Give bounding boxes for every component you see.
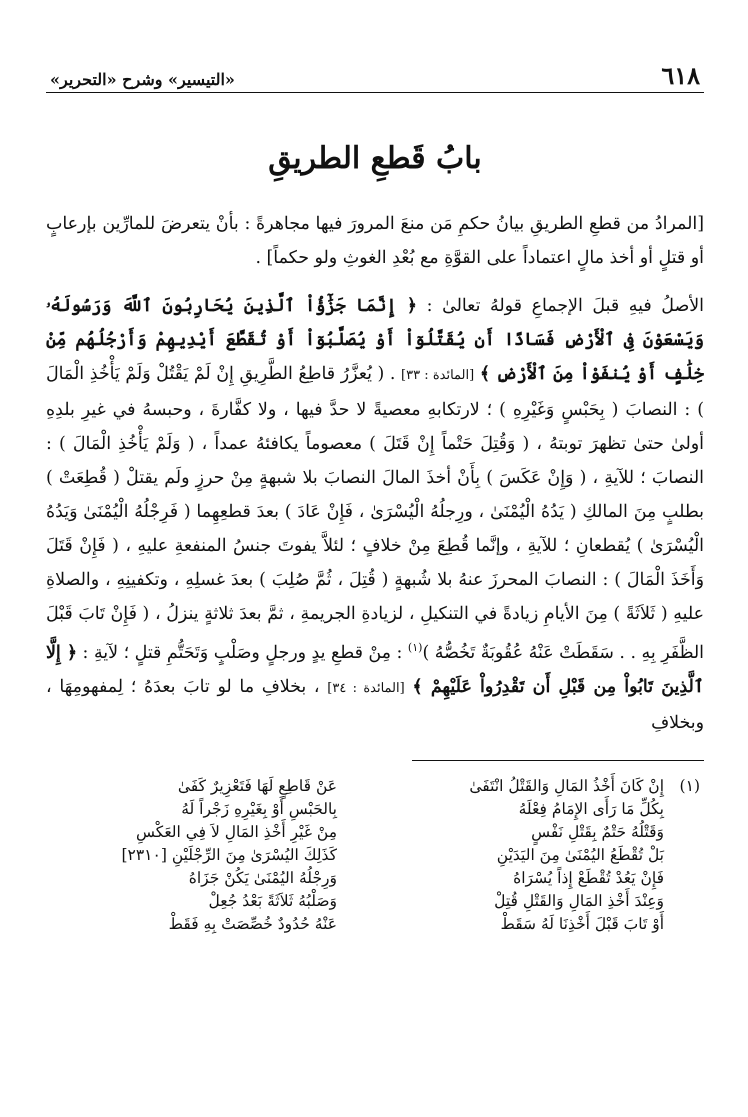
verse-reference: [المائدة : ٣٤] [327, 680, 405, 696]
verse-first-hemistich: بِكُلِّ مَا رَأَى الإِمَامُ فِعْلَهُ [518, 799, 664, 818]
verse-first-hemistich: فَإِنْ يَعُدْ تُقْطَعْ إِذاً يُسْرَاهُ [513, 868, 664, 887]
verse-first-hemistich: إِنْ كَانَ أَخْذُ المَالِ وَالقَتْلُ انْتَفَىٰ [469, 776, 664, 795]
text-segment: ، بخلافِ ما لو تابَ بعدَهُ ؛ لِمفهومِهَا ، وبخلافِ [46, 676, 704, 733]
verse-second-hemistich: مِنْ غَيْرِ أَخْذِ المَالِ لاَ فِي العَكْسِ [136, 822, 337, 841]
footnote [46, 775, 704, 936]
verse-first-hemistich: أَوْ تَابَ قَبْلَ أَخْذِنَا لَهُ سَقَطْ [500, 914, 664, 933]
book-page [46, 48, 704, 936]
definition-paragraph: [المرادُ من قطعِ الطريقِ بيانُ حكمِ مَن منعَ المرورَ فيها مجاهرةً : بأنْ يتعرضَ للمارِّين بإرعابٍ أو قتلٍ أو أخذ مالٍ اعتماداً على القوَّةِ مع بُعْدِ الغوثِ ولو حكماً] . [46, 214, 704, 268]
verse-first-hemistich: وَعِنْدَ أَخْذِ المَالِ وَالقَتْلِ قُتِلْ [494, 891, 664, 910]
footnote-poem [54, 775, 664, 936]
verse-second-hemistich: عَنْهُ حُدُودٌ خُصِّصَتْ بِهِ فَقَطْ [168, 914, 337, 933]
quran-verse-repentance: ﴿ إِلَّا ٱلَّذِينَ تَابُواْ مِن قَبْلِ أَن تَقْدِرُواْ عَلَيْهِمْ ﴾ [46, 642, 704, 697]
running-title: «التيسير» وشرح «التحرير» [50, 70, 235, 89]
footnote-divider [412, 760, 704, 761]
verse-reference: [المائدة : ٣٣] [401, 368, 475, 383]
verse-first-hemistich: وَقَتْلُهُ حَتْمٌ بِقَتْلِ نَفْسٍ [531, 822, 664, 841]
page-number: ٦١٨ [661, 61, 700, 90]
footnote-number: (١) [679, 776, 700, 795]
verse-second-hemistich: كَذَلِكَ اليُسْرَىٰ مِنَ الرِّجْلَيْنِ [٢٣١٠] [121, 845, 337, 864]
verse-second-hemistich: بِالحَبْسِ أَوْ بِغَيْرِهِ زَجْراً لَهُ [181, 799, 337, 818]
text-segment: . ( يُعزَّرُ قاطِعُ الطَّرِيقِ إِنْ لَمْ يَقْتُلْ وَلَمْ يَأْخُذِ الْمَالَ ) : النصابَ ( بِحَبْسٍ وَغَيْرِهِ ) ؛ لارتكابهِ معصيةً لا حدَّ فيها ، ولا كفَّارةَ ، وحبسهُ في غيرِ بلدِهِ أولىٰ حتىٰ تظهرَ توبتهُ ، ( وَقُتِلَ حَتْماً إِنْ قَتَلَ ) معصوماً يكافئهُ عمداً ، ( وَلَمْ يَأْخُذِ الْمَالَ ) : النصابَ ؛ للآيةِ ، ( وَإِنْ عَكَسَ ) بِأَنْ أخذَ المالَ النصابَ بلا شبهةٍ مِنْ حرزٍ ولَم يقتلْ ( قُطِعَتْ ) بطلبٍ مِنَ المالكِ ( يَدُهُ الْيُمْنَىٰ ، ورِجلُهُ الْيُسْرَىٰ ، فَإِنْ عَادَ ) بعدَ قطعِهِما ( فَرِجْلُهُ الْيُمْنَىٰ وَيَدُهُ الْيُسْرَىٰ ) يُقطعانِ ؛ للآيةِ ، وإنَّما قُطِعَ مِنْ خلافٍ ؛ لئلاَّ يفوتَ جنسُ المنفعةِ عليهِ ، ( فَإِنْ قَتَلَ وَأَخَذَ الْمَالَ ) : النصابَ المحرزَ عنهُ بلا شُبهةٍ ( قُتِلَ ، ثُمَّ صُلِبَ ) بعدَ غسلِهِ ، وتكفينِهِ ، والصلاةِ عليهِ ( ثَلاَثَةً ) مِنَ الأيامِ زيادةً في التنكيلِ ، لزيادةِ الجريمةِ ، ثمَّ بعدَ ثلاثةٍ ينزلُ ، ( فَإِنْ تَابَ قَبْلَ الظَّفَرِ بِهِ . . سَقَطَتْ عَنْهُ عُقُوبَةٌ تَخُصُّهُ ) [46, 364, 705, 663]
verse-second-hemistich: وَصَلْبُهُ ثَلاَثَةً بَعْدُ جُعِلْ [208, 891, 337, 910]
verse-first-hemistich: بَلْ تُقْطَعُ اليُمْنَىٰ مِنَ اليَدَيْنِ [496, 845, 664, 864]
text-segment: الأصلُ فيهِ قبلَ الإجماعِ قولهُ تعالىٰ : [416, 296, 704, 316]
footnote-marker[interactable]: (١) [407, 641, 423, 654]
chapter-title: بابُ قَطعِ الطريقِ [268, 141, 482, 176]
text-segment: : مِنْ قطعِ يدٍ ورجلٍ وصَلْبٍ وَتَحَتُّمِ قتلٍ ؛ لآيةِ : [77, 642, 408, 663]
quran-verse-hirabah: ﴿ إِنَّمَا جَزَٰٓؤُاْ ٱلَّذِينَ يُحَارِبُونَ ٱللَّهَ وَرَسُولَهُۥ وَيَسْعَوْنَ فِى ٱلْأَرْضِ فَسَادًا أَن يُقَتَّلُوٓاْ أَوْ يُصَلَّبُوٓاْ أَوْ تُقَطَّعَ أَيْدِيهِمْ وَأَرْجُلُهُم مِّنْ خِلَٰفٍ أَوْ يُنفَوْاْ مِنَ ٱلْأَرْضِ ﴾ [46, 296, 704, 384]
main-paragraph [46, 289, 704, 740]
page-header [46, 48, 704, 93]
verse-second-hemistich: وَرِجْلُهُ اليُمْنَىٰ يَكُنْ جَزَاهُ [188, 868, 337, 887]
verse-second-hemistich: عَنْ قَاطِعٍ لَهَا فَتَعْزِيرٌ كَفَىٰ [177, 776, 337, 795]
